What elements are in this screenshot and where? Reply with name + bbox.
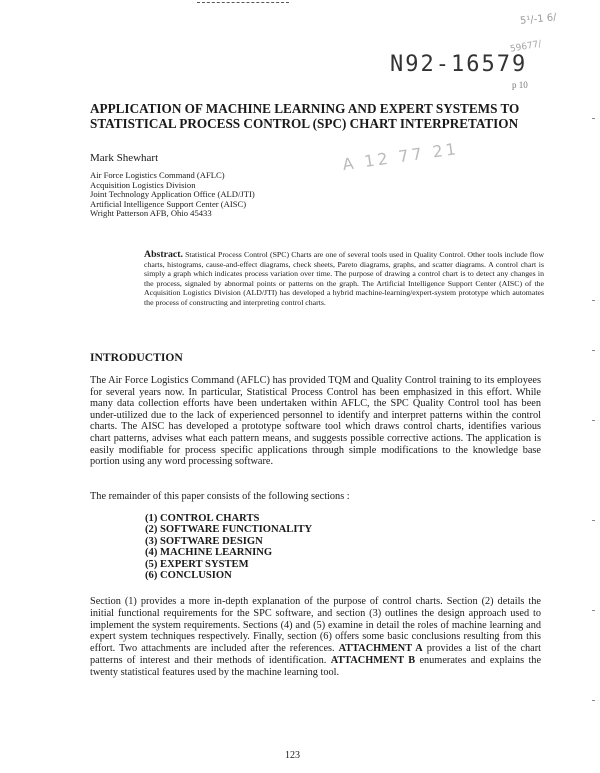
author-name: Mark Shewhart <box>90 152 159 164</box>
corner-stamp-2: 59677/ <box>509 39 543 55</box>
body-paragraph: The Air Force Logistics Command (AFLC) has provided TQM and Quality Control training to its employees for several years now. In particular, Statistical Process Control has been emphasized in this effort. While many data collection efforts have been undertaken within AFLC, the SPC Quality Control tool has been under-utilized due to the lack of experienced personnel to identify and interpret patterns within the control charts. The AISC has developed a prototype software tool which draws control charts, identifies various chart patterns, advises what each pattern means, and suggests possible corrective actions. The application is easily modifiable for process specific applications through simple modifications to the knowledge base portion using any word processing software. <box>90 375 541 468</box>
paragraph-text: provides a list of the chart patterns of interest and their methods of identification. <box>90 643 542 666</box>
list-item: (4) MACHINE LEARNING <box>145 547 273 559</box>
body-paragraph: The remainder of this paper consists of the following sections : <box>90 491 350 502</box>
section-list <box>145 513 312 581</box>
list-item: (6) CONCLUSION <box>145 570 232 582</box>
scan-mark <box>592 420 595 421</box>
affiliation-line: Air Force Logistics Command (AFLC) <box>90 170 225 180</box>
paper-title <box>90 101 519 131</box>
paragraph-text: enumerates and explains the twenty statistical features used by the machine learning tool. <box>90 654 542 678</box>
title-line-2: STATISTICAL PROCESS CONTROL (SPC) CHART INTERPRETATION <box>90 116 519 131</box>
abstract <box>144 250 544 308</box>
page-number: 123 <box>285 750 300 761</box>
list-item: (1) CONTROL CHARTS <box>145 513 260 524</box>
top-rule <box>197 2 289 3</box>
paragraph-text: Section (1) provides a more in-depth explanation of the purpose of control charts. Section (2) details the initial functional requirements for the SPC software, and section (3) outlines the design approach used to implement the system requirements. Sections (4) and (5) examine in detail the roles of machine learning and expert system techniques respectively. Finally, section (6) offers some basic conclusions resulting from this effort. Two attachments are included after the references. <box>90 596 541 655</box>
scan-mark <box>592 520 595 521</box>
scan-mark <box>592 350 595 351</box>
scan-mark <box>592 610 595 611</box>
list-item: (5) EXPERT SYSTEM <box>145 558 249 570</box>
corner-stamp: 5¹/-1 6/ <box>519 12 558 27</box>
handwritten-note: A 12 77 21 <box>341 138 461 175</box>
attachment-a-label: ATTACHMENT A <box>338 643 423 655</box>
affiliation-line: Wright Patterson AFB, Ohio 45433 <box>90 208 212 219</box>
document-number: N92-16579 <box>390 52 528 77</box>
affiliation-line: Acquisition Logistics Division <box>90 179 196 190</box>
affiliation-line: Joint Technology Application Office (ALD/JTI) <box>90 189 255 200</box>
affiliation-line: Artificial Intelligence Support Center (AISC) <box>90 198 247 209</box>
list-item: (3) SOFTWARE DESIGN <box>145 535 263 547</box>
section-heading-introduction: INTRODUCTION <box>90 351 183 364</box>
corner-stamp-3: p 10 <box>512 80 528 90</box>
scan-mark <box>592 118 595 119</box>
attachment-b-label: ATTACHMENT B <box>330 654 416 666</box>
list-item: (2) SOFTWARE FUNCTIONALITY <box>145 524 313 536</box>
title-line-1: APPLICATION OF MACHINE LEARNING AND EXPERT SYSTEMS TO <box>90 101 520 116</box>
abstract-text: Statistical Process Control (SPC) Charts are one of several tools used in Quality Control. Other tools include flow charts, histograms, cause-and-effect diagrams, check sheets, Pareto diagrams, graphs, and scatter diagrams. A control chart is simply a graph which indicates process variation over time. The purpose of drawing a control chart is to detect any changes in the process, signaled by abnormal points or patterns on the graph. The Artificial Intelligence Support Center (AISC) of the Acquisition Logistics Division (ALD/JTI) has developed a hybrid machine-learning/expert-system prototype which automates the process of constructing and interpreting control charts. <box>144 250 544 307</box>
affiliation <box>90 171 255 219</box>
scan-mark <box>592 300 595 301</box>
abstract-label: Abstract. <box>144 249 183 260</box>
body-paragraph <box>90 596 541 679</box>
scan-mark <box>592 700 595 701</box>
